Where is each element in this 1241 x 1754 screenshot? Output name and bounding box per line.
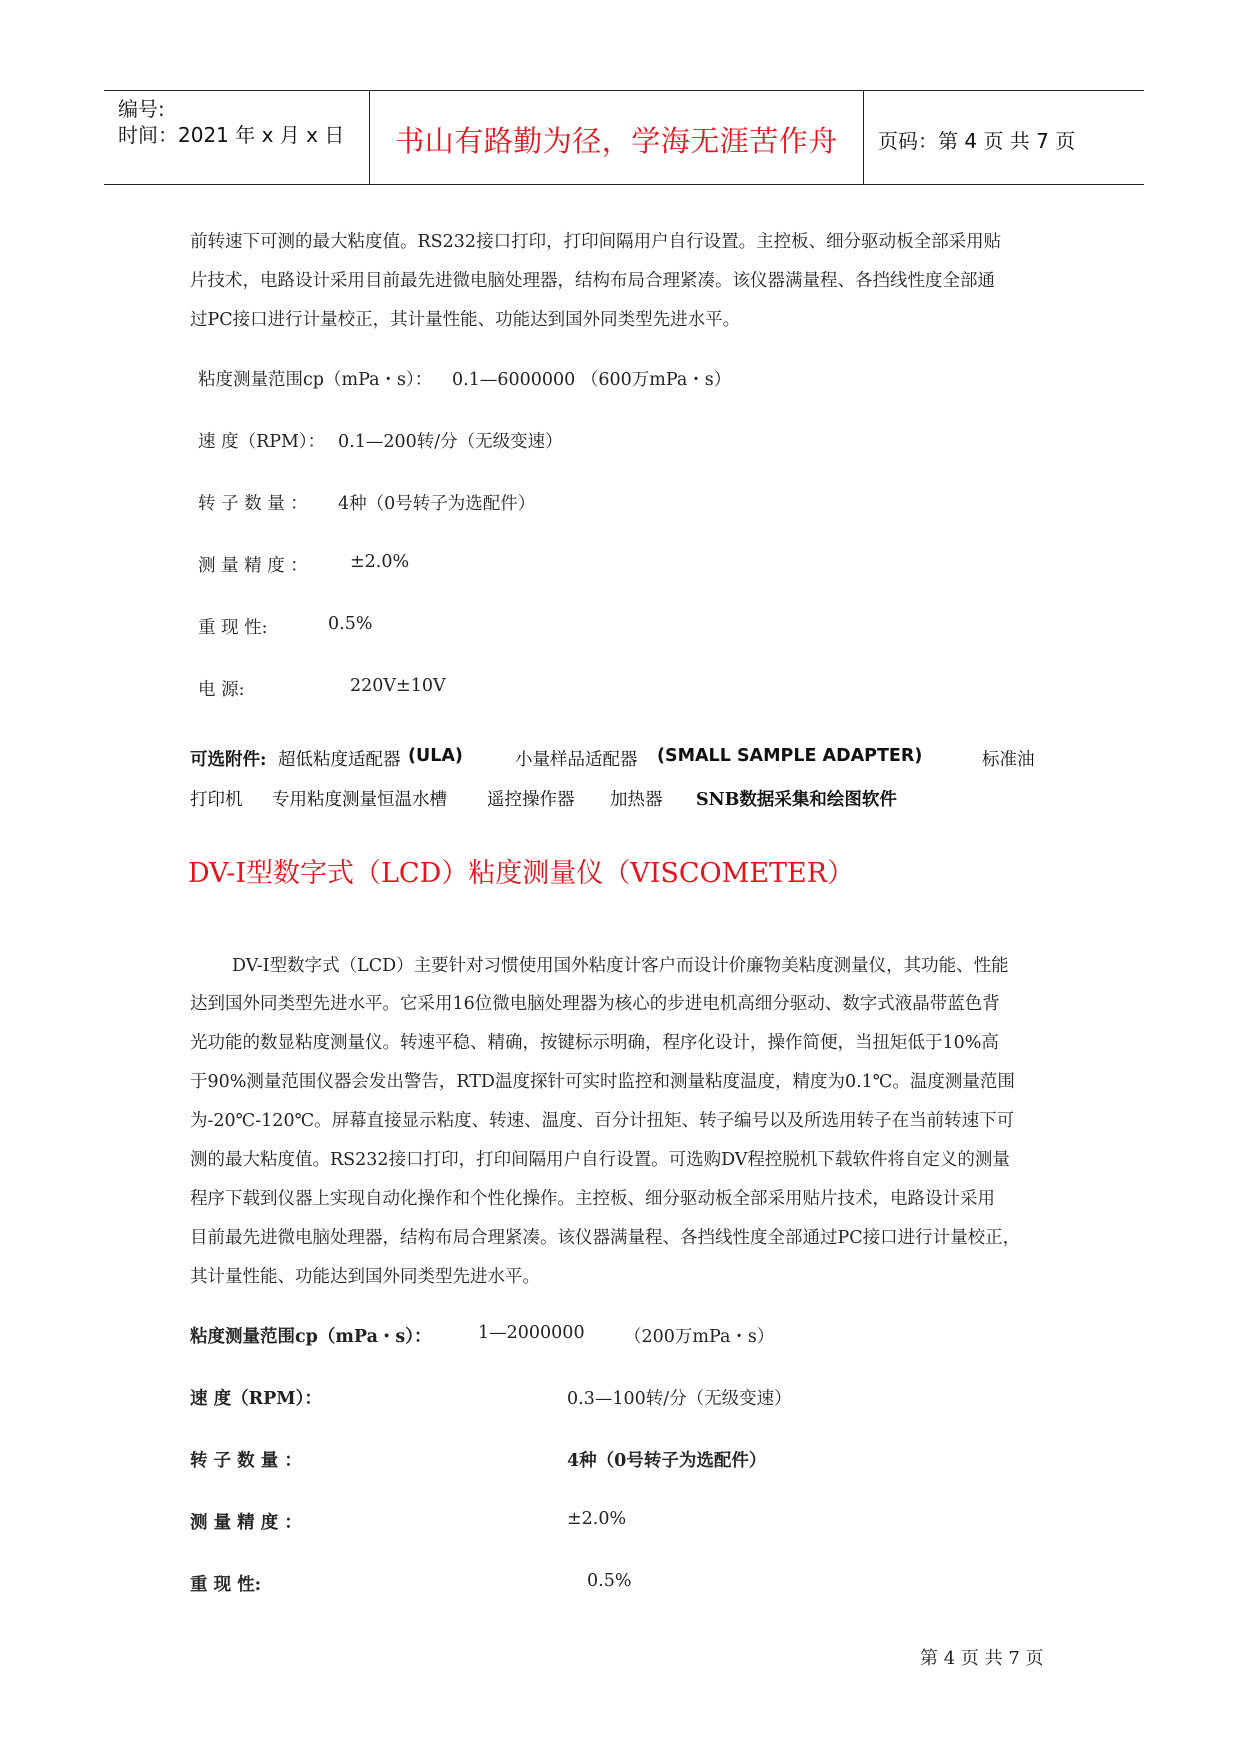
- body-line: 测的最大粘度值。RS232接口打印，打印间隔用户自行设置。可选购DV程控脱机下载软件将自定义的测量: [190, 1150, 1010, 1170]
- spec-value: 0.3—100转/分（无级变速）: [567, 1389, 792, 1409]
- header-middle-cell: [370, 91, 864, 184]
- spec-value: 220V±10V: [350, 676, 446, 696]
- spec-label: 粘度测量范围cp（mPa・s）：: [190, 1327, 432, 1347]
- spec-value: 0.1—6000000 （600万mPa・s）: [452, 370, 732, 390]
- spec-value: 0.1—200转/分（无级变速）: [338, 432, 563, 452]
- spec-value: 4种（0号转子为选配件）: [338, 494, 536, 514]
- page-header: [104, 90, 1144, 185]
- spec-value: 0.5%: [587, 1571, 632, 1591]
- spec-label: 电 源:: [198, 680, 245, 700]
- spec-value: ±2.0%: [350, 552, 410, 572]
- optional-item: 标准油: [982, 750, 1035, 770]
- optional-item: 遥控操作器: [487, 790, 575, 810]
- optional-item: 加热器: [610, 790, 663, 810]
- spec-label: 速 度（RPM）：: [190, 1389, 322, 1409]
- doc-time: 时间：2021 年 x 月 x 日: [118, 123, 345, 147]
- body-line: 于90%测量范围仪器会发出警告，RTD温度探针可实时监控和测量粘度温度，精度为0.1℃。温度测量范围: [190, 1072, 1015, 1092]
- spec-label: 测 量 精 度 ：: [198, 556, 308, 576]
- section-heading: DV-Ⅰ型数字式（LCD）粘度测量仪（VISCOMETER）: [188, 858, 855, 889]
- optional-item: 小量样品适配器: [515, 750, 638, 770]
- intro-line: 过PC接口进行计量校正，其计量性能、功能达到国外同类型先进水平。: [190, 310, 741, 330]
- optional-item: 专用粘度测量恒温水槽: [272, 790, 447, 810]
- spec-label: 转 子 数 量 ：: [190, 1451, 302, 1471]
- intro-line: 片技术，电路设计采用目前最先进微电脑处理器，结构布局合理紧凑。该仪器满量程、各挡线性度全部通: [190, 271, 995, 291]
- spec-value: 1—2000000: [478, 1323, 585, 1343]
- optional-item: 打印机: [190, 790, 243, 810]
- body-line: 达到国外同类型先进水平。它采用16位微电脑处理器为核心的步进电机高细分驱动、数字式液晶带蓝色背: [190, 994, 1000, 1014]
- spec-label: 转 子 数 量 ：: [198, 494, 308, 514]
- header-right-cell: [864, 91, 1144, 184]
- optional-item: SNB数据采集和绘图软件: [696, 790, 897, 810]
- spec-value: 4种（0号转子为选配件）: [567, 1451, 767, 1471]
- body-line: 光功能的数显粘度测量仪。转速平稳、精确，按键标示明确，程序化设计，操作简便，当扭矩低于10%高: [190, 1033, 999, 1053]
- optional-item-code: (SMALL SAMPLE ADAPTER): [657, 746, 923, 766]
- spec-extra: （200万mPa・s）: [624, 1327, 775, 1347]
- header-left-cell: [104, 91, 370, 184]
- body-line: 目前最先进微电脑处理器，结构布局合理紧凑。该仪器满量程、各挡线性度全部通过PC接口进行计量校正，: [190, 1228, 1021, 1248]
- body-line: DV-Ⅰ型数字式（LCD）主要针对习惯使用国外粘度计客户而设计价廉物美粘度测量仪，其功能、性能: [232, 956, 1009, 976]
- optional-item: 超低粘度适配器: [278, 750, 401, 770]
- spec-value: 0.5%: [328, 614, 373, 634]
- doc-number-label: 编号:: [118, 97, 165, 121]
- optional-item-code: (ULA): [408, 746, 463, 766]
- spec-value: ±2.0%: [567, 1509, 627, 1529]
- spec-label: 重 现 性:: [190, 1575, 262, 1595]
- body-line: 程序下载到仪器上实现自动化操作和个性化操作。主控板、细分驱动板全部采用贴片技术，电路设计采用: [190, 1189, 995, 1209]
- body-line: 其计量性能、功能达到国外同类型先进水平。: [190, 1267, 540, 1287]
- intro-line: 前转速下可测的最大粘度值。RS232接口打印，打印间隔用户自行设置。主控板、细分驱动板全部采用贴: [190, 232, 1002, 252]
- spec-label: 粘度测量范围cp（mPa・s）：: [198, 370, 433, 390]
- spec-label: 重 现 性:: [198, 618, 268, 638]
- page-footer: 第 4 页 共 7 页: [920, 1648, 1044, 1669]
- optional-label: 可选附件:: [190, 750, 267, 770]
- body-line: 为-20℃-120℃。屏幕直接显示粘度、转速、温度、百分计扭矩、转子编号以及所选用转子在当前转速下可: [190, 1111, 1015, 1131]
- spec-label: 速 度（RPM）：: [198, 432, 326, 452]
- header-motto: 书山有路勤为径，学海无涯苦作舟: [395, 124, 838, 158]
- header-page-info: 页码：第 4 页 共 7 页: [878, 129, 1076, 153]
- spec-label: 测 量 精 度 ：: [190, 1513, 302, 1533]
